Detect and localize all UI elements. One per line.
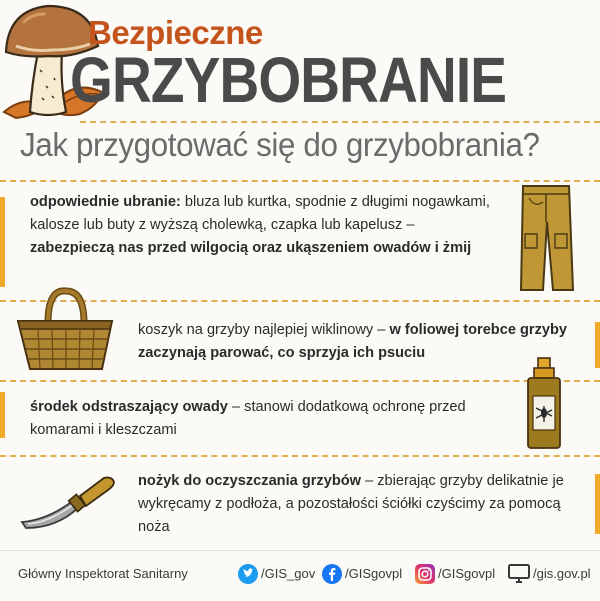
tip-repellent-lead: środek odstraszający owady: [30, 399, 228, 415]
twitter-link[interactable]: /GIS_gov: [261, 566, 316, 581]
page-subtitle: Jak przygotować się do grzybobrania?: [20, 126, 540, 163]
tip-knife-lead: nożyk do oczyszczania grzybów: [138, 473, 362, 489]
facebook-link[interactable]: /GISgovpl: [345, 566, 403, 581]
divider: [0, 380, 600, 382]
accent-bar: [0, 392, 5, 438]
monitor-icon[interactable]: [508, 564, 530, 584]
tip-basket-text: [138, 319, 588, 365]
tip-repellent-text: [30, 396, 500, 442]
tip-repellent-body: – stanowi dodatkową ochronę przed komarami i kleszczami: [30, 399, 466, 438]
tip-clothing-text: [30, 191, 500, 260]
accent-bar: [0, 197, 5, 287]
tip-clothing-body: bluza lub kurtka, spodnie z długimi nogawkami, kalosze lub buty z wyższą cholewką, czapka lub kapelusz –: [30, 194, 490, 233]
title-small: Bezpieczne: [88, 14, 263, 51]
divider: [0, 180, 600, 182]
accent-bar: [595, 474, 600, 534]
instagram-icon[interactable]: [415, 564, 435, 584]
title-big: GRZYBOBRANIE: [70, 44, 507, 116]
footer-org: Główny Inspektorat Sanitarny: [18, 566, 188, 581]
website-link[interactable]: /gis.gov.pl: [533, 566, 591, 581]
tip-basket-body: koszyk na grzyby najlepiej wiklinowy –: [138, 322, 390, 338]
tip-basket-tail: w foliowej torebce grzyby zaczynają parować, co sprzyja ich psuciu: [138, 322, 568, 361]
repellent-spray-icon: [524, 356, 564, 450]
twitter-icon[interactable]: [238, 564, 258, 584]
tip-knife-body: – zbierając grzyby delikatnie je wykręcamy z podłoża, a pozostałości ściółki czyścimy za pomocą noża: [138, 473, 564, 535]
tip-clothing-lead: odpowiednie ubranie:: [30, 194, 181, 210]
knife-icon: [18, 474, 118, 534]
instagram-link[interactable]: /GISgovpl: [438, 566, 496, 581]
facebook-icon[interactable]: [322, 564, 342, 584]
tip-knife-text: [138, 470, 588, 539]
tip-clothing-tail: zabezpieczą nas przed wilgocią oraz ukąszeniem owadów i żmij: [30, 240, 472, 256]
accent-bar: [595, 322, 600, 368]
trousers-icon: [515, 182, 577, 296]
basket-icon: [14, 287, 116, 371]
divider: [0, 455, 600, 457]
divider: [80, 121, 600, 123]
